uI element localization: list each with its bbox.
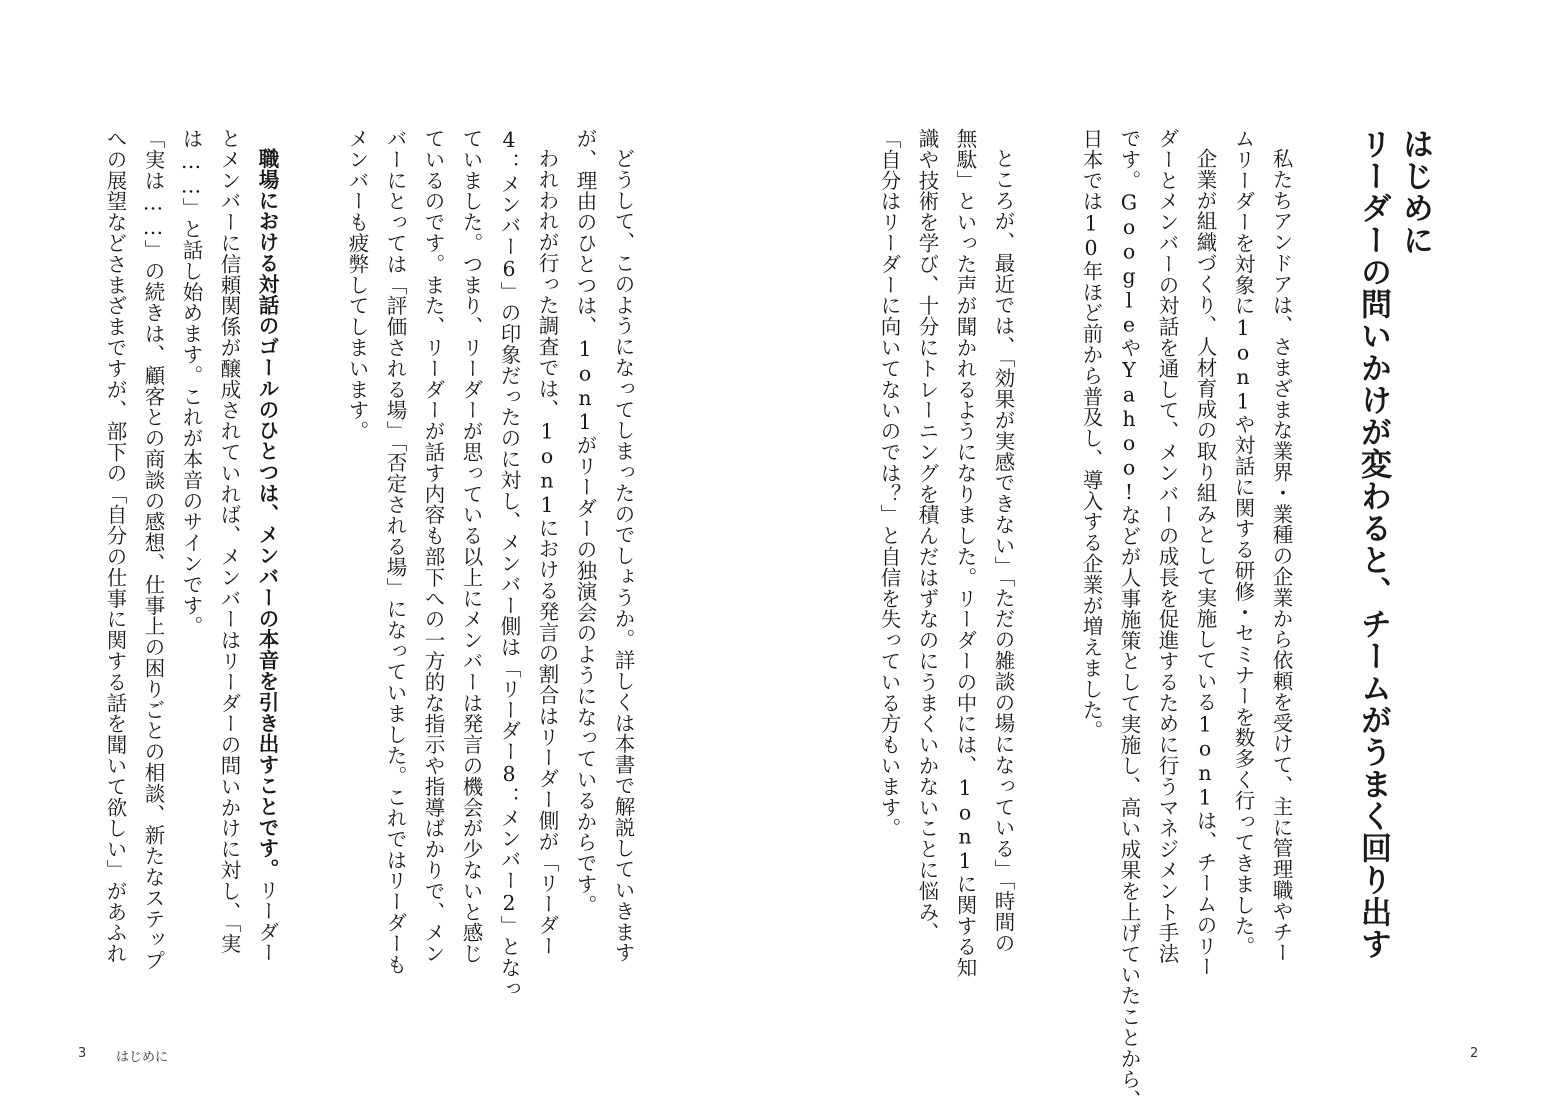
body-line: ダーとメンバーの対話を通して、メンバーの成長を促進するために行うマネジメント手法 — [1155, 128, 1179, 964]
body-line: は……」と話し始めます。これが本音のサインです。 — [179, 128, 203, 637]
body-line: 日本では10年ほど前から普及し、導入する企業が増えました。 — [1079, 128, 1103, 742]
chapter-label: はじめに — [1397, 128, 1433, 256]
para2-first-line — [248, 148, 286, 963]
running-head: はじめに — [116, 1050, 169, 1065]
page-number-left: 3 — [78, 1046, 87, 1061]
body-line: への展望などさまざまですが、部下の「自分の仕事に関する話を聞いて欲しい」があふれ — [103, 128, 127, 964]
body-line: ところが、最近では、「効果が実感できない」「ただの雑談の場になっている」「時間の — [991, 148, 1015, 954]
body-line: 「実は……」の続きは、顧客との商談の感想、仕事上の困りごとの相談、新たなステップ — [141, 128, 165, 971]
body-line: ているのです。また、リーダーが話す内容も部下への一方的な指示や指導ばかりで、メン — [421, 128, 445, 964]
body-line: 私たちアンドアは、さまざまな業界・業種の企業から依頼を受けて、主に管理職やチー — [1269, 148, 1293, 964]
body-line: 識や技術を学び、十分にトレーニングを積んだはずなのにうまくいかないことに悩み、 — [915, 128, 939, 944]
chapter-title: リーダーの問いかけが変わると、チームがうまく回り出す — [1355, 128, 1391, 960]
body-line: ムリーダーを対象に1on1や対話に関する研修・セミナーを数多く行ってきました。 — [1231, 128, 1255, 958]
body-line: メンバーも疲弊してしまいます。 — [345, 128, 369, 442]
body-line: われわれが行った調査では、1on1における発言の割合はリーダー側が「リーダー — [535, 148, 559, 957]
body-line: どうして、このようになってしまったのでしょうか。詳しくは本書で解説していきます — [611, 148, 635, 964]
body-line: ていました。つまり、リーダーが思っている以上にメンバーは発言の機会が少ないと感じ — [459, 128, 483, 964]
body-line: 4：メンバー6」の印象だったのに対し、メンバー側は「リーダー8：メンバー2」となっ — [497, 128, 521, 999]
body-line: です。GoogleやYahoo!などが人事施策として実施し、高い成果を上げていたことから、 — [1117, 128, 1141, 1111]
body-line-tail: リーダー — [255, 879, 279, 964]
page-number-right: 2 — [1470, 1046, 1479, 1061]
body-line: とメンバーに信頼関係が醸成されていれば、メンバーはリーダーの問いかけに対し、「実 — [217, 128, 241, 954]
body-line: バーにとっては「評価される場」「否定される場」になっていました。これではリーダーも — [383, 128, 407, 975]
body-line: 「自分はリーダーに向いてないのでは？」と自信を失っている方もいます。 — [877, 128, 901, 839]
body-line: が、理由のひとつは、1on1がリーダーの独演会のようになっているからです。 — [573, 128, 597, 916]
body-line: 企業が組織づくり、人材育成の取り組みとして実施している1on1は、チームのリー — [1193, 148, 1217, 978]
body-line: 無駄」といった声が聞かれるようになりました。リーダーの中には、1on1に関する知 — [953, 128, 977, 978]
key-sentence: 職場における対話のゴールのひとつは、メンバーの本音を引き出すことです。 — [255, 148, 279, 880]
